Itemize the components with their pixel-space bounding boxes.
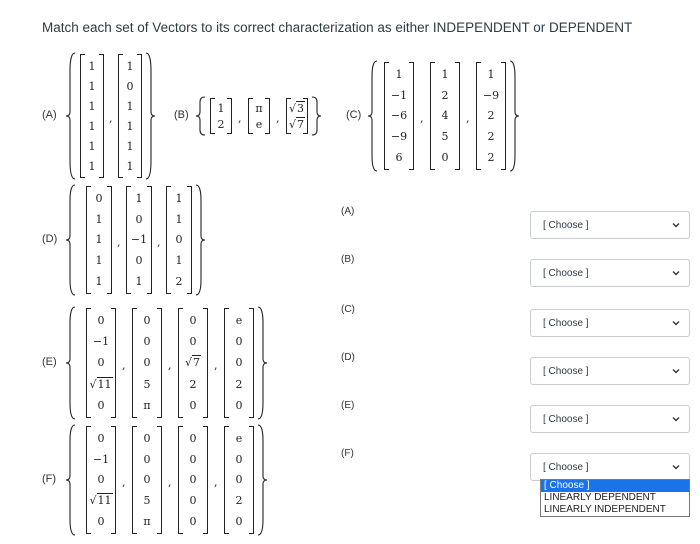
vector-entry: 0 xyxy=(143,473,151,487)
vector-entry: −1 xyxy=(92,335,110,349)
answer-label-4: (D) xyxy=(341,352,355,363)
vector-entry: 0 xyxy=(235,398,243,412)
vector-a-1 xyxy=(80,54,104,178)
vector-entry: 1 xyxy=(135,275,143,289)
vector-separator: , xyxy=(122,359,126,372)
set-label-e: (E) xyxy=(42,356,57,368)
vector-entry: 0 xyxy=(97,398,105,412)
vector-e-2 xyxy=(132,308,162,418)
vector-separator: , xyxy=(466,112,470,125)
set-brace-open xyxy=(196,96,206,136)
vector-entry: 6 xyxy=(395,151,403,165)
vector-entry: 0 xyxy=(441,151,449,165)
vector-separator: , xyxy=(420,112,424,125)
select-value: [ Choose ] xyxy=(543,267,589,279)
dropdown-option[interactable]: [ Choose ] xyxy=(541,480,689,492)
vector-entry: √7 xyxy=(184,356,200,370)
vector-entry: −1 xyxy=(130,233,148,247)
set-brace-close xyxy=(257,424,267,536)
vector-entry: 0 xyxy=(95,191,103,205)
vector-entry: −9 xyxy=(390,130,408,144)
select-value: [ Choose ] xyxy=(543,317,589,329)
vector-entry: 0 xyxy=(235,515,243,529)
vector-entry: 1 xyxy=(175,191,183,205)
set-label-b: (B) xyxy=(174,109,189,121)
chevron-down-icon xyxy=(671,220,681,230)
answer-label-1: (A) xyxy=(341,206,355,217)
vector-entry: 0 xyxy=(143,314,151,328)
vector-entry: 1 xyxy=(95,275,103,289)
vector-c-1 xyxy=(384,62,414,170)
set-brace-open xyxy=(66,52,76,180)
chevron-down-icon xyxy=(671,462,681,472)
vector-entry: 1 xyxy=(88,159,96,173)
vector-entry: 0 xyxy=(189,494,197,508)
chevron-down-icon xyxy=(671,414,681,424)
vector-entry: 0 xyxy=(235,452,243,466)
set-brace-open xyxy=(66,184,76,296)
vector-e-3 xyxy=(178,308,208,418)
vector-entry: √11 xyxy=(89,377,112,391)
vector-entry: 0 xyxy=(97,473,105,487)
vector-entry: 1 xyxy=(95,233,103,247)
vector-entry: 1 xyxy=(95,254,103,268)
choose-dropdown-menu[interactable] xyxy=(540,479,690,517)
vector-entry: 0 xyxy=(235,356,243,370)
vector-entry: e xyxy=(235,431,243,445)
vector-separator: , xyxy=(117,236,121,249)
vector-a-2 xyxy=(118,54,142,178)
vector-entry: 0 xyxy=(189,452,197,466)
vector-b-1 xyxy=(210,98,232,134)
set-label-f: (F) xyxy=(42,473,57,485)
set-brace-close xyxy=(195,184,205,296)
vector-entry: 0 xyxy=(235,473,243,487)
vector-separator: , xyxy=(214,359,218,372)
vector-b-2 xyxy=(248,98,270,134)
answer-select-1[interactable] xyxy=(530,211,690,239)
vector-entry: 1 xyxy=(88,79,96,93)
vector-entry: 2 xyxy=(235,494,243,508)
vector-c-3 xyxy=(476,62,506,170)
vector-entry: 2 xyxy=(487,130,495,144)
vector-entry: 1 xyxy=(441,67,449,81)
select-value: [ Choose ] xyxy=(543,219,589,231)
set-brace-close xyxy=(509,60,519,172)
vector-entry: 0 xyxy=(143,335,151,349)
vector-entry: 2 xyxy=(441,88,449,102)
vector-entry: 4 xyxy=(441,109,449,123)
select-value: [ Choose ] xyxy=(543,365,589,377)
vector-e-4 xyxy=(224,308,254,418)
vector-entry: e xyxy=(255,117,263,131)
vector-entry: 1 xyxy=(88,59,96,73)
vector-entry: 1 xyxy=(95,212,103,226)
vector-entry: 1 xyxy=(135,191,143,205)
vector-f-3 xyxy=(178,426,208,534)
answer-label-5: (E) xyxy=(341,400,355,411)
vector-entry: 0 xyxy=(135,212,143,226)
vector-entry: 2 xyxy=(189,377,197,391)
set-label-a: (A) xyxy=(42,109,57,121)
vector-entry: 2 xyxy=(217,117,225,131)
vector-entry: 0 xyxy=(189,314,197,328)
vector-separator: , xyxy=(122,476,126,489)
vector-d-2 xyxy=(126,186,152,294)
vector-separator: , xyxy=(109,112,113,125)
vector-entry: 2 xyxy=(235,377,243,391)
vector-entry: −1 xyxy=(390,88,408,102)
vector-entry: 0 xyxy=(189,431,197,445)
vector-e-1 xyxy=(86,308,116,418)
vector-entry: 0 xyxy=(189,473,197,487)
vector-f-2 xyxy=(132,426,162,534)
vector-entry: 1 xyxy=(126,59,134,73)
vector-d-1 xyxy=(86,186,112,294)
set-brace-close xyxy=(257,306,267,420)
vector-separator: , xyxy=(168,359,172,372)
vector-d-3 xyxy=(166,186,192,294)
vector-entry: 5 xyxy=(143,494,151,508)
set-brace-open xyxy=(66,424,76,536)
set-label-d: (D) xyxy=(42,233,58,245)
answer-select-6[interactable] xyxy=(530,453,690,481)
vector-entry: 1 xyxy=(88,139,96,153)
vector-entry: −6 xyxy=(390,109,408,123)
vector-entry: π xyxy=(143,398,151,412)
vector-b-3 xyxy=(286,98,308,134)
vector-separator: , xyxy=(276,112,280,125)
vector-f-1 xyxy=(86,426,116,534)
vector-entry: 0 xyxy=(135,254,143,268)
vector-separator: , xyxy=(214,476,218,489)
vector-f-4 xyxy=(224,426,254,534)
vector-entry: √7 xyxy=(288,117,304,131)
vector-entry: 0 xyxy=(189,335,197,349)
answer-select-5[interactable] xyxy=(530,405,690,433)
vector-entry: 1 xyxy=(487,67,495,81)
vector-entry: 0 xyxy=(97,515,105,529)
question-text: Match each set of Vectors to its correct characterization as either INDEPENDENT or DEPENDENT xyxy=(42,20,633,35)
answer-select-2[interactable] xyxy=(530,259,690,287)
select-value: [ Choose ] xyxy=(543,461,589,473)
vector-entry: 1 xyxy=(126,119,134,133)
vector-entry: 5 xyxy=(441,130,449,144)
chevron-down-icon xyxy=(671,366,681,376)
vector-entry: −9 xyxy=(482,88,500,102)
vector-entry: 0 xyxy=(235,335,243,349)
dropdown-option[interactable]: LINEARLY INDEPENDENT xyxy=(544,504,666,515)
dropdown-option[interactable]: LINEARLY DEPENDENT xyxy=(544,492,656,503)
vector-entry: 1 xyxy=(175,212,183,226)
vector-entry: 1 xyxy=(126,139,134,153)
vector-entry: 0 xyxy=(97,356,105,370)
vector-entry: 0 xyxy=(143,356,151,370)
vector-entry: 0 xyxy=(175,233,183,247)
vector-entry: 5 xyxy=(143,377,151,391)
vector-entry: e xyxy=(235,314,243,328)
answer-label-6: (F) xyxy=(341,448,354,459)
vector-entry: 0 xyxy=(126,79,134,93)
vector-entry: 1 xyxy=(217,101,225,115)
answer-label-3: (C) xyxy=(341,304,355,315)
vector-entry: 1 xyxy=(88,119,96,133)
vector-entry: 1 xyxy=(126,159,134,173)
answer-select-4[interactable] xyxy=(530,357,690,385)
vector-entry: 0 xyxy=(189,515,197,529)
vector-separator: , xyxy=(157,236,161,249)
vector-entry: 1 xyxy=(126,99,134,113)
vector-separator: , xyxy=(168,476,172,489)
set-label-c: (C) xyxy=(346,109,362,121)
chevron-down-icon xyxy=(671,268,681,278)
vector-entry: 0 xyxy=(143,431,151,445)
set-brace-open xyxy=(66,306,76,420)
vector-entry: √3 xyxy=(288,101,304,115)
answer-select-3[interactable] xyxy=(530,309,690,337)
vector-entry: 0 xyxy=(189,398,197,412)
set-brace-close xyxy=(311,96,321,136)
vector-entry: 1 xyxy=(88,99,96,113)
vector-entry: 0 xyxy=(143,452,151,466)
vector-entry: √11 xyxy=(89,494,112,508)
vector-entry: 1 xyxy=(175,254,183,268)
vector-entry: 2 xyxy=(487,109,495,123)
vector-entry: 2 xyxy=(487,151,495,165)
vector-entry: 2 xyxy=(175,275,183,289)
select-value: [ Choose ] xyxy=(543,413,589,425)
vector-separator: , xyxy=(238,112,242,125)
answer-label-2: (B) xyxy=(341,254,355,265)
set-brace-close xyxy=(145,52,155,180)
vector-entry: 1 xyxy=(395,67,403,81)
vector-entry: 0 xyxy=(97,314,105,328)
vector-entry: −1 xyxy=(92,452,110,466)
set-brace-open xyxy=(368,60,378,172)
vector-entry: π xyxy=(143,515,151,529)
chevron-down-icon xyxy=(671,318,681,328)
vector-entry: π xyxy=(255,101,263,115)
vector-entry: 0 xyxy=(97,431,105,445)
vector-c-2 xyxy=(430,62,460,170)
